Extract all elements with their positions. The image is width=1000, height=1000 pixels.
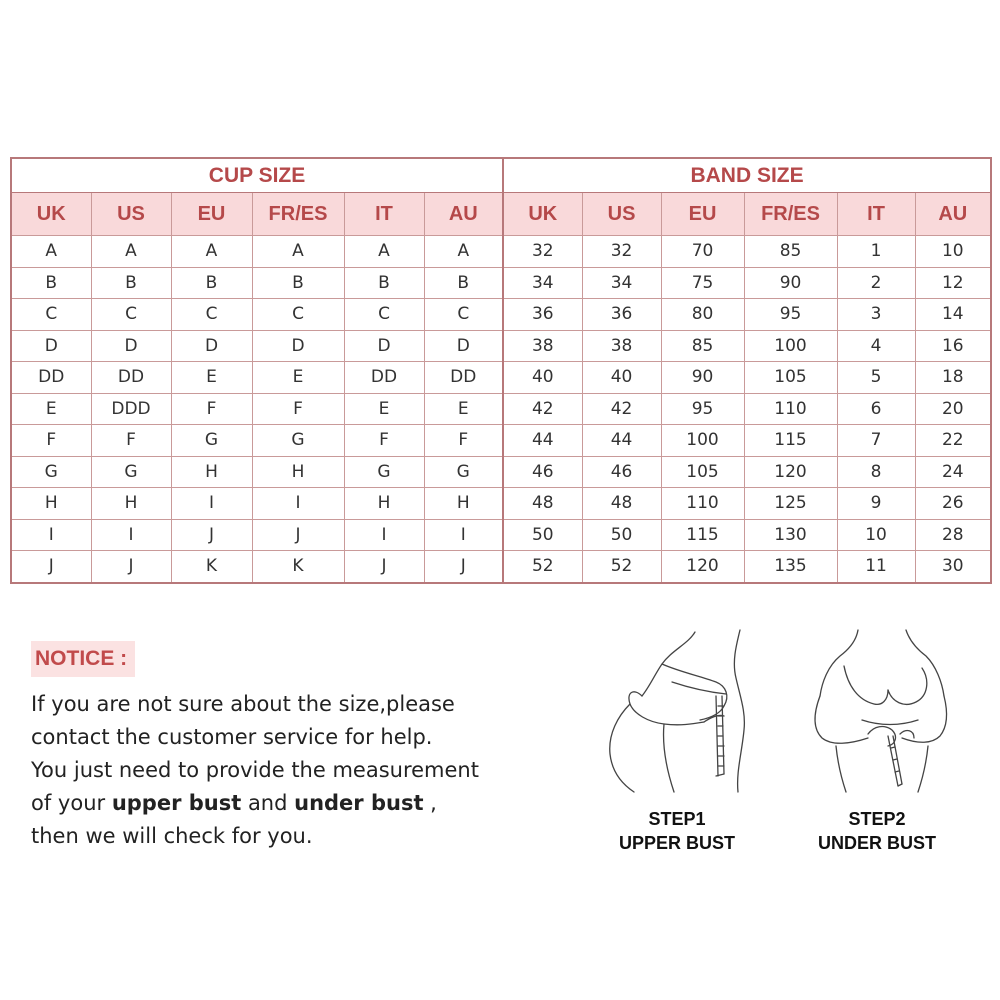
cup-size-cell: J — [11, 551, 91, 583]
cup-size-cell: DD — [91, 362, 171, 394]
cup-size-cell: F — [91, 425, 171, 457]
band-size-cell: 120 — [744, 456, 837, 488]
cup-size-cell: H — [171, 456, 252, 488]
cup-size-cell: G — [171, 425, 252, 457]
band-size-cell: 110 — [744, 393, 837, 425]
step1-title: STEP1 — [648, 809, 706, 829]
band-size-cell: 7 — [837, 425, 915, 457]
band-size-cell: 38 — [582, 330, 661, 362]
table-row — [11, 330, 991, 362]
band-size-cell: 52 — [503, 551, 582, 583]
cup-size-cell: J — [424, 551, 503, 583]
cup-size-cell: C — [91, 299, 171, 331]
cup-size-cell: J — [344, 551, 424, 583]
cup-size-cell: H — [252, 456, 344, 488]
cup-size-cell: F — [252, 393, 344, 425]
band-size-cell: 10 — [915, 236, 991, 268]
band-size-cell: 120 — [661, 551, 744, 583]
cup-size-cell: F — [171, 393, 252, 425]
band-size-cell: 115 — [744, 425, 837, 457]
cup-size-cell: F — [11, 425, 91, 457]
cup-size-cell: I — [171, 488, 252, 520]
cup-size-cell: J — [171, 519, 252, 551]
band-size-cell: 105 — [744, 362, 837, 394]
band-size-cell: 95 — [661, 393, 744, 425]
notice-text-part: , — [423, 791, 437, 815]
band-size-cell: 32 — [503, 236, 582, 268]
cup-size-cell: B — [252, 267, 344, 299]
cup-size-cell: C — [424, 299, 503, 331]
cup-size-cell: DD — [11, 362, 91, 394]
band-size-cell: 50 — [582, 519, 661, 551]
cup-size-cell: E — [252, 362, 344, 394]
cup-size-cell: A — [424, 236, 503, 268]
band-size-cell: 40 — [503, 362, 582, 394]
table-row — [11, 362, 991, 394]
step2-label: UNDER BUST — [817, 833, 936, 853]
band-size-cell: 1 — [837, 236, 915, 268]
cup-size-header: CUP SIZE — [11, 158, 503, 193]
band-size-cell: 44 — [582, 425, 661, 457]
band-size-cell: 85 — [744, 236, 837, 268]
band-size-cell: 28 — [915, 519, 991, 551]
band-size-cell: 48 — [503, 488, 582, 520]
step2-caption — [767, 807, 987, 855]
cup-size-cell: D — [344, 330, 424, 362]
table-body — [11, 236, 991, 583]
band-size-cell: 42 — [582, 393, 661, 425]
band-size-cell: 42 — [503, 393, 582, 425]
cup-size-cell: J — [252, 519, 344, 551]
band-size-cell: 11 — [837, 551, 915, 583]
cup-size-cell: D — [91, 330, 171, 362]
cup-size-cell: H — [91, 488, 171, 520]
band-size-cell: 110 — [661, 488, 744, 520]
cup-size-cell: DDD — [91, 393, 171, 425]
cup-size-cell: A — [91, 236, 171, 268]
cup-size-cell: J — [91, 551, 171, 583]
band-size-cell: 5 — [837, 362, 915, 394]
band-size-cell: 26 — [915, 488, 991, 520]
band-size-header: BAND SIZE — [503, 158, 991, 193]
table-row — [11, 393, 991, 425]
band-size-cell: 105 — [661, 456, 744, 488]
band-size-cell: 130 — [744, 519, 837, 551]
table-row — [11, 519, 991, 551]
cup-column-header: IT — [344, 193, 424, 236]
band-size-cell: 36 — [503, 299, 582, 331]
under-bust-illustration — [802, 626, 962, 796]
notice-text-part: of your — [31, 791, 112, 815]
cup-size-cell: E — [11, 393, 91, 425]
table-row — [11, 267, 991, 299]
cup-column-header: FR/ES — [252, 193, 344, 236]
band-size-cell: 32 — [582, 236, 661, 268]
band-size-cell: 50 — [503, 519, 582, 551]
band-size-cell: 20 — [915, 393, 991, 425]
band-size-cell: 80 — [661, 299, 744, 331]
band-size-cell: 30 — [915, 551, 991, 583]
size-chart-table — [10, 157, 992, 584]
table-row — [11, 456, 991, 488]
band-size-cell: 12 — [915, 267, 991, 299]
cup-size-cell: A — [252, 236, 344, 268]
band-size-cell: 3 — [837, 299, 915, 331]
cup-size-cell: B — [91, 267, 171, 299]
band-size-cell: 24 — [915, 456, 991, 488]
cup-size-cell: C — [11, 299, 91, 331]
cup-size-cell: I — [424, 519, 503, 551]
band-column-header: UK — [503, 193, 582, 236]
cup-size-cell: G — [91, 456, 171, 488]
band-size-cell: 52 — [582, 551, 661, 583]
cup-size-cell: I — [11, 519, 91, 551]
upper-bust-emphasis: upper bust — [111, 791, 242, 815]
under-bust-emphasis: under bust — [294, 791, 424, 815]
band-size-cell: 46 — [503, 456, 582, 488]
cup-column-header: EU — [171, 193, 252, 236]
cup-size-cell: A — [11, 236, 91, 268]
band-size-cell: 70 — [661, 236, 744, 268]
cup-size-cell: D — [424, 330, 503, 362]
band-size-cell: 125 — [744, 488, 837, 520]
notice-line — [31, 787, 551, 820]
cup-size-cell: F — [424, 425, 503, 457]
cup-size-cell: G — [424, 456, 503, 488]
cup-size-cell: I — [344, 519, 424, 551]
band-size-cell: 34 — [503, 267, 582, 299]
band-size-cell: 34 — [582, 267, 661, 299]
column-header-row — [11, 193, 991, 236]
notice-line: then we will check for you. — [31, 824, 313, 848]
band-size-cell: 46 — [582, 456, 661, 488]
band-size-cell: 44 — [503, 425, 582, 457]
cup-size-cell: H — [424, 488, 503, 520]
table-row — [11, 488, 991, 520]
band-column-header: FR/ES — [744, 193, 837, 236]
cup-size-cell: E — [424, 393, 503, 425]
band-size-cell: 10 — [837, 519, 915, 551]
notice-text — [31, 688, 551, 853]
cup-size-cell: H — [344, 488, 424, 520]
band-size-cell: 115 — [661, 519, 744, 551]
cup-size-cell: D — [11, 330, 91, 362]
cup-size-cell: C — [171, 299, 252, 331]
notice-text-part: and — [241, 791, 295, 815]
cup-size-cell: D — [252, 330, 344, 362]
band-size-cell: 90 — [744, 267, 837, 299]
cup-size-cell: C — [252, 299, 344, 331]
band-size-cell: 95 — [744, 299, 837, 331]
band-column-header: IT — [837, 193, 915, 236]
step2-title: STEP2 — [848, 809, 906, 829]
cup-column-header: US — [91, 193, 171, 236]
cup-size-cell: A — [344, 236, 424, 268]
upper-bust-illustration — [600, 626, 760, 796]
cup-size-cell: I — [91, 519, 171, 551]
cup-size-cell: B — [171, 267, 252, 299]
cup-size-cell: F — [344, 425, 424, 457]
band-size-cell: 85 — [661, 330, 744, 362]
cup-size-cell: G — [344, 456, 424, 488]
cup-size-cell: B — [344, 267, 424, 299]
cup-size-cell: G — [252, 425, 344, 457]
cup-column-header: AU — [424, 193, 503, 236]
band-size-cell: 100 — [661, 425, 744, 457]
band-size-cell: 48 — [582, 488, 661, 520]
notice-line: contact the customer service for help. — [31, 725, 433, 749]
band-size-cell: 100 — [744, 330, 837, 362]
table-row — [11, 236, 991, 268]
cup-size-cell: DD — [424, 362, 503, 394]
cup-size-cell: H — [11, 488, 91, 520]
table-row — [11, 551, 991, 583]
cup-size-cell: K — [252, 551, 344, 583]
cup-size-cell: E — [171, 362, 252, 394]
cup-size-cell: DD — [344, 362, 424, 394]
cup-size-cell: K — [171, 551, 252, 583]
band-size-cell: 14 — [915, 299, 991, 331]
cup-size-cell: B — [424, 267, 503, 299]
step1-caption — [567, 807, 787, 855]
band-size-cell: 22 — [915, 425, 991, 457]
table-row — [11, 425, 991, 457]
table-row — [11, 299, 991, 331]
band-size-cell: 9 — [837, 488, 915, 520]
cup-size-cell: E — [344, 393, 424, 425]
cup-size-cell: I — [252, 488, 344, 520]
notice-label: NOTICE : — [31, 641, 135, 677]
cup-column-header: UK — [11, 193, 91, 236]
band-size-cell: 38 — [503, 330, 582, 362]
step1-label: UPPER BUST — [618, 833, 735, 853]
band-size-cell: 2 — [837, 267, 915, 299]
notice-line: If you are not sure about the size,please — [31, 692, 455, 716]
band-size-cell: 75 — [661, 267, 744, 299]
band-size-cell: 6 — [837, 393, 915, 425]
band-size-cell: 4 — [837, 330, 915, 362]
cup-size-cell: D — [171, 330, 252, 362]
cup-size-cell: C — [344, 299, 424, 331]
band-size-cell: 16 — [915, 330, 991, 362]
band-size-cell: 40 — [582, 362, 661, 394]
band-column-header: AU — [915, 193, 991, 236]
cup-size-cell: B — [11, 267, 91, 299]
band-column-header: EU — [661, 193, 744, 236]
cup-size-cell: A — [171, 236, 252, 268]
cup-size-cell: G — [11, 456, 91, 488]
band-size-cell: 135 — [744, 551, 837, 583]
notice-line: You just need to provide the measurement — [31, 758, 479, 782]
band-size-cell: 36 — [582, 299, 661, 331]
group-header-row — [11, 158, 991, 193]
band-column-header: US — [582, 193, 661, 236]
band-size-cell: 18 — [915, 362, 991, 394]
band-size-cell: 90 — [661, 362, 744, 394]
band-size-cell: 8 — [837, 456, 915, 488]
